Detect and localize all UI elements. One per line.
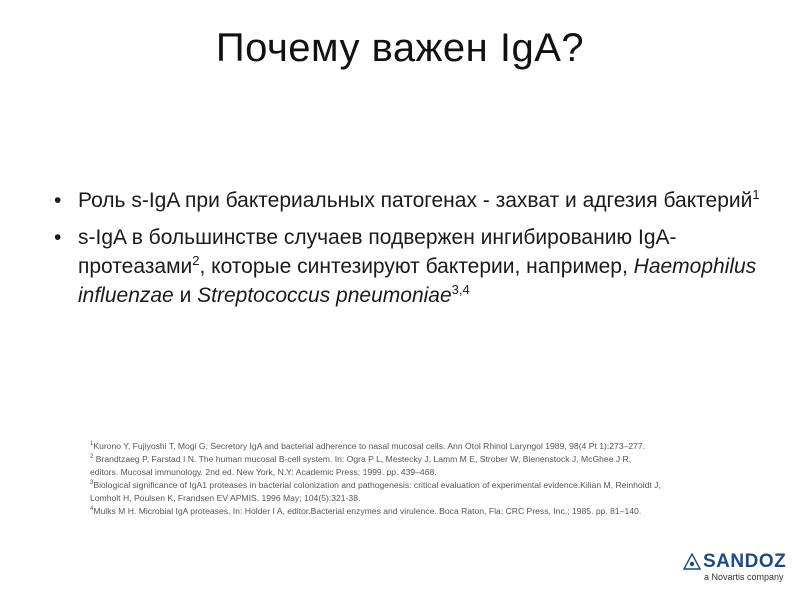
reference-line bbox=[90, 479, 790, 492]
bullet-text: s-IgA в большинстве случаев подвержен ингибированию IgA-протеазами bbox=[78, 226, 677, 278]
footnote-ref: 1 bbox=[752, 187, 760, 202]
reference-number: 2 bbox=[90, 454, 94, 461]
reference-text: Brandtzaeg P, Farstad I N. The human mucosal B-cell system. In: Ogra P L, Mestecky J, Lamm M E, Strober W, Bienenstock J, McGhee J R, bbox=[93, 454, 632, 464]
reference-line bbox=[90, 453, 790, 466]
reference-line bbox=[90, 492, 790, 505]
bullet-item-2 bbox=[52, 223, 772, 310]
sandoz-logo bbox=[683, 550, 793, 586]
reference-text: editors. Mucosal immunology. 2nd ed. New York, N.Y: Academic Press; 1999. pp. 439–468. bbox=[90, 467, 437, 477]
reference-line bbox=[90, 466, 790, 479]
reference-text: Biological significance of IgA1 proteases in bacterial colonization and pathogenesis: critical evaluation of experimental evidence.Kilian M, Reinholdt J, bbox=[93, 480, 661, 490]
logo-tagline: a Novartis company bbox=[704, 572, 784, 582]
slide-title: Почему важен IgA? bbox=[215, 26, 585, 70]
reference-number: 1 bbox=[90, 441, 94, 448]
bullet-item-1 bbox=[52, 186, 772, 215]
bullet-marker: • bbox=[54, 226, 62, 249]
reference-line bbox=[90, 440, 790, 453]
reference-number: 3 bbox=[90, 480, 94, 487]
reference-text: Lomholt H, Poulsen K, Frandsen EV APMIS. 1996 May; 104(5):321-38. bbox=[90, 493, 361, 503]
logo-name: SANDOZ bbox=[703, 551, 787, 572]
bullet-list bbox=[52, 186, 772, 318]
bullet-conjunction: и bbox=[173, 284, 198, 307]
reference-number: 4 bbox=[90, 506, 94, 513]
bacteria-name: Streptococcus pneumoniae bbox=[197, 284, 452, 307]
reference-text: Mulks M H. Microbial IgA proteases. In: Holder I A, editor.Bacterial enzymes and virulence. Boca Raton, Fla: CRC Press, Inc.; 1985. pp. 81–140. bbox=[93, 506, 642, 516]
reference-text: Kurono Y, Fujiyoshi T, Mogi G: Secretory IgA and bacterial adherence to nasal mucosal cells. Ann Otol Rhinol Laryngol 1989, 98(4 Pt 1):273–277. bbox=[93, 441, 646, 451]
sandoz-logo-icon bbox=[683, 553, 701, 571]
bullet-text: Роль s-IgA при бактериальных патогенах - захват и адгезия бактерий bbox=[78, 189, 753, 212]
bullet-marker: • bbox=[54, 189, 62, 212]
reference-line bbox=[90, 505, 790, 518]
footnote-ref: 2 bbox=[192, 253, 200, 268]
footnote-ref: 3,4 bbox=[451, 282, 470, 297]
bacteria-name: Haemophilus influenzae bbox=[78, 255, 757, 307]
bullet-text-continued: , которые синтезируют бактерии, например, bbox=[199, 255, 634, 278]
